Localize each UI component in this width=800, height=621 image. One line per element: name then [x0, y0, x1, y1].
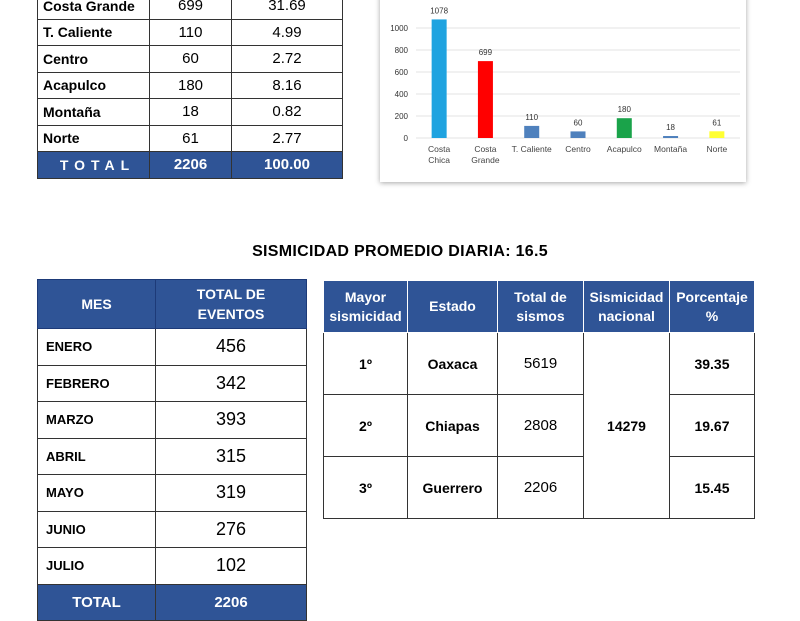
region-table: [37, 0, 343, 179]
data-label: 1078: [430, 6, 449, 16]
x-tick-label: Costa: [474, 144, 497, 154]
y-tick-label: 200: [394, 112, 408, 121]
y-tick-label: 1000: [390, 24, 408, 33]
bar: [432, 19, 447, 138]
header-total-events: [156, 280, 307, 329]
table-row: [38, 329, 307, 366]
table-row: [38, 46, 343, 73]
table-row: [38, 72, 343, 99]
region-count: 61: [150, 125, 232, 152]
region-name: Centro: [38, 46, 150, 73]
y-tick-label: 800: [394, 46, 408, 55]
daily-seismicity-title: SISMICIDAD PROMEDIO DIARIA: 16.5: [252, 243, 548, 260]
total-cell: 2206: [498, 457, 584, 519]
total-cell: 2808: [498, 395, 584, 457]
month-value: 342: [156, 365, 307, 402]
region-percent: 4.99: [232, 19, 343, 46]
header-percent: [670, 281, 755, 333]
header-total-line1: TOTAL DE: [196, 286, 266, 302]
total-label: TOTAL: [38, 584, 156, 621]
region-name: Norte: [38, 125, 150, 152]
table-row: [38, 19, 343, 46]
month-value: 393: [156, 402, 307, 439]
table-row: [324, 395, 755, 457]
region-count: 60: [150, 46, 232, 73]
total-row: [38, 584, 307, 621]
region-count: 18: [150, 99, 232, 126]
month-value: 319: [156, 475, 307, 512]
month-value: 456: [156, 329, 307, 366]
month-name: ENERO: [38, 329, 156, 366]
table-header-row: [324, 281, 755, 333]
region-count: 180: [150, 72, 232, 99]
total-row: [38, 152, 343, 179]
total-percent: 100.00: [232, 152, 343, 179]
table-row: [38, 438, 307, 475]
header-rank: [324, 281, 408, 333]
data-label: 180: [617, 105, 631, 115]
data-label: 699: [478, 48, 493, 58]
region-percent: 2.72: [232, 46, 343, 73]
table-row: [38, 125, 343, 152]
region-name: Costa Grande: [38, 0, 150, 19]
header-rank-line1: Mayor: [344, 288, 387, 305]
bar: [663, 136, 678, 138]
header-rank-line2: sismicidad: [329, 307, 402, 324]
x-tick-label: Grande: [471, 155, 500, 165]
percent-cell: 15.45: [670, 457, 755, 519]
month-value: 102: [156, 548, 307, 585]
bar: [571, 131, 586, 138]
monthly-events-table: [37, 279, 307, 621]
header-national-line2: nacional: [598, 307, 655, 324]
month-value: 276: [156, 511, 307, 548]
header-month: MES: [38, 280, 156, 329]
bar: [478, 61, 493, 138]
month-name: FEBRERO: [38, 365, 156, 402]
total-label: TOTAL: [38, 152, 150, 179]
percent-cell: 19.67: [670, 395, 755, 457]
region-name: Acapulco: [38, 72, 150, 99]
x-tick-label: Acapulco: [606, 144, 642, 154]
total-cell: 5619: [498, 333, 584, 395]
table-row: [38, 548, 307, 585]
y-tick-label: 600: [394, 68, 408, 77]
bar: [709, 131, 724, 138]
header-national-line1: Sismicidad: [589, 288, 664, 305]
data-label: 61: [712, 118, 722, 128]
x-tick-label: Centro: [565, 144, 591, 154]
total-count: 2206: [150, 152, 232, 179]
rank-cell: 1º: [324, 333, 408, 395]
data-label: 60: [573, 118, 583, 128]
bar-chart: [380, 0, 746, 182]
region-percent: 2.77: [232, 125, 343, 152]
header-total-line2: EVENTOS: [197, 306, 265, 322]
y-tick-label: 0: [403, 134, 408, 143]
x-tick-label: Chica: [428, 155, 451, 165]
table-row: [38, 99, 343, 126]
table-row: [38, 402, 307, 439]
national-cell: 14279: [584, 333, 670, 519]
month-name: ABRIL: [38, 438, 156, 475]
bar: [524, 126, 539, 138]
header-total-line1: Total de: [514, 288, 567, 305]
total-value: 2206: [156, 584, 307, 621]
table-row: [324, 333, 755, 395]
month-name: MAYO: [38, 475, 156, 512]
state-cell: Guerrero: [408, 457, 498, 519]
header-total-line2: sismos: [516, 307, 565, 324]
month-name: JUNIO: [38, 511, 156, 548]
state-cell: Chiapas: [408, 395, 498, 457]
region-name: Montaña: [38, 99, 150, 126]
region-name: T. Caliente: [38, 19, 150, 46]
bar-chart-svg: [380, 0, 746, 182]
header-percent-line2: %: [705, 307, 719, 324]
region-percent: 0.82: [232, 99, 343, 126]
rank-cell: 3º: [324, 457, 408, 519]
state-cell: Oaxaca: [408, 333, 498, 395]
region-percent: 31.69: [232, 0, 343, 19]
table-row: [38, 511, 307, 548]
data-label: 18: [666, 123, 676, 133]
header-percent-line1: Porcentaje: [676, 288, 748, 305]
month-value: 315: [156, 438, 307, 475]
data-label: 110: [525, 112, 539, 122]
x-tick-label: Norte: [706, 144, 728, 154]
x-tick-label: T. Caliente: [511, 144, 552, 154]
region-count: 699: [150, 0, 232, 19]
table-row: [38, 475, 307, 512]
region-count: 110: [150, 19, 232, 46]
x-tick-label: Montaña: [654, 144, 688, 154]
header-state: Estado: [408, 281, 498, 333]
rank-cell: 2º: [324, 395, 408, 457]
month-name: JULIO: [38, 548, 156, 585]
month-name: MARZO: [38, 402, 156, 439]
table-row: [324, 457, 755, 519]
state-ranking-table: [323, 280, 755, 519]
region-percent: 8.16: [232, 72, 343, 99]
percent-cell: 39.35: [670, 333, 755, 395]
table-header-row: [38, 280, 307, 329]
x-tick-label: Costa: [428, 144, 451, 154]
y-tick-label: 400: [394, 90, 408, 99]
header-national: [584, 281, 670, 333]
header-total: [498, 281, 584, 333]
table-row: [38, 365, 307, 402]
bar: [617, 118, 632, 138]
table-row: [38, 0, 343, 19]
